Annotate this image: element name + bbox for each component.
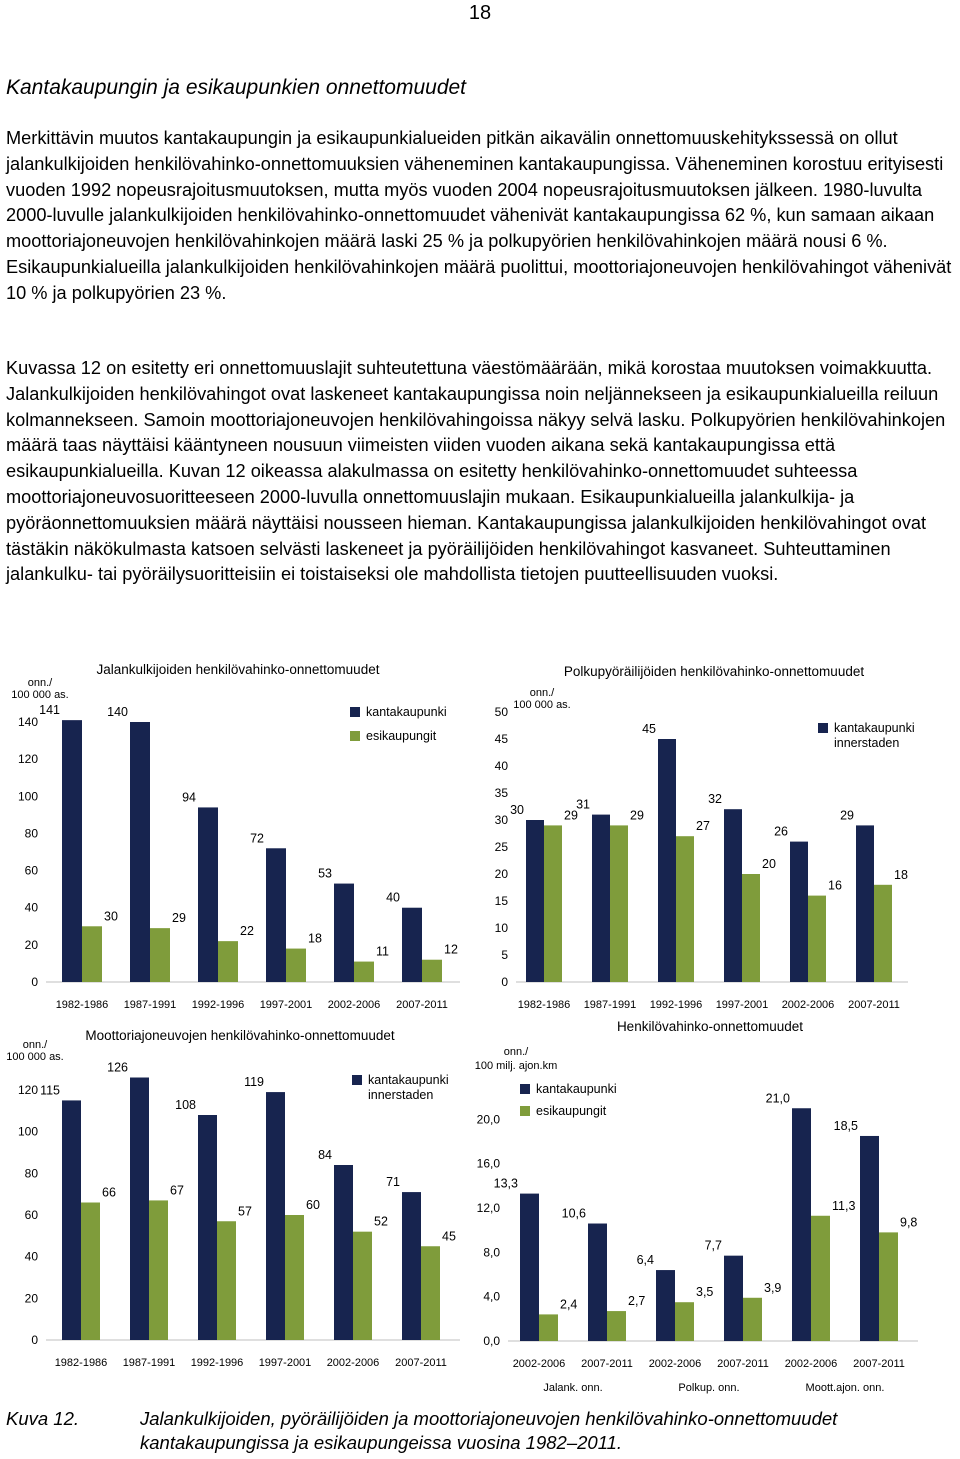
bar-green	[610, 825, 628, 982]
data-label: 10,6	[561, 1206, 586, 1221]
chart-cyclist-injuries	[478, 660, 958, 1011]
paragraph-1-block	[6, 126, 954, 307]
x-tick-label: 1997-2001	[258, 1357, 312, 1369]
data-label: 67	[170, 1183, 184, 1198]
x-tick-label: 2002-2006	[327, 999, 381, 1011]
bar-green	[81, 1203, 100, 1341]
bar-green	[217, 1221, 236, 1340]
chart-title: Jalankulkijoiden henkilövahinko-onnettomuudet	[96, 662, 380, 677]
y-axis-label: onn./	[503, 1046, 529, 1058]
legend-swatch	[520, 1084, 530, 1094]
bar-green	[353, 1232, 372, 1340]
x-tick-label: 1982-1986	[54, 1357, 108, 1369]
x-tick-label: 2002-2006	[781, 999, 835, 1011]
bar-dark	[790, 842, 808, 982]
data-label: 60	[306, 1198, 320, 1212]
chart-title: Moottoriajoneuvojen henkilövahinko-onnettomuudet	[85, 1028, 395, 1043]
bar-green	[879, 1232, 898, 1341]
bar-dark	[198, 1115, 217, 1340]
bar-green	[218, 941, 238, 982]
chart-svg	[0, 660, 470, 1011]
x-group-label: Jalank. onn.	[543, 1382, 603, 1394]
data-label: 20	[762, 857, 776, 871]
x-tick-label: 1987-1991	[583, 999, 637, 1011]
bar-dark	[130, 722, 150, 982]
bar-green	[811, 1216, 830, 1341]
data-label: 31	[576, 797, 590, 812]
legend-swatch	[352, 1075, 362, 1085]
y-axis-label: 100 000 as.	[6, 1051, 64, 1063]
y-axis-label: 100 milj. ajon.km	[474, 1060, 558, 1072]
data-label: 29	[172, 911, 186, 926]
data-label: 2,4	[560, 1297, 578, 1312]
paragraph-2-block	[6, 356, 954, 588]
bar-dark	[130, 1078, 149, 1341]
y-tick-label: 35	[494, 786, 508, 800]
legend-swatch	[818, 723, 828, 733]
data-label: 57	[238, 1204, 252, 1219]
bar-dark	[856, 825, 874, 982]
y-tick-label: 20	[494, 867, 508, 881]
bar-dark	[334, 884, 354, 982]
x-tick-label: 1987-1991	[122, 1357, 176, 1369]
y-axis-label: onn./	[529, 687, 555, 699]
data-label: 115	[40, 1083, 60, 1098]
chart-title: Polkupyöräilijöiden henkilövahinko-onnettomuudet	[563, 664, 865, 679]
bar-dark	[266, 848, 286, 982]
x-tick-label: 2007-2011	[853, 1358, 905, 1370]
bar-dark	[62, 1100, 81, 1340]
bar-dark	[724, 1256, 743, 1341]
bar-dark	[658, 739, 676, 982]
bar-dark	[860, 1136, 879, 1341]
y-tick-label: 60	[24, 863, 38, 878]
data-label: 140	[107, 705, 128, 719]
y-tick-label: 16,0	[476, 1156, 500, 1171]
bar-green	[607, 1311, 626, 1341]
bar-dark	[592, 815, 610, 982]
y-tick-label: 120	[17, 752, 38, 767]
y-tick-label: 80	[24, 826, 38, 841]
data-label: 126	[107, 1060, 128, 1075]
y-axis-label: 100 000 as.	[513, 699, 571, 711]
legend-label: kantakaupunki	[536, 1082, 617, 1096]
x-group-label: Moott.ajon. onn.	[805, 1382, 885, 1394]
data-label: 45	[442, 1229, 456, 1244]
x-tick-label: 2002-2006	[648, 1358, 702, 1370]
legend-swatch	[350, 731, 360, 741]
data-label: 94	[182, 790, 196, 805]
y-tick-label: 12,0	[476, 1201, 500, 1215]
y-tick-label: 0	[31, 1333, 38, 1347]
bar-dark	[402, 908, 422, 982]
x-group-label: Polkup. onn.	[678, 1382, 740, 1394]
bar-dark	[526, 820, 544, 982]
bar-dark	[588, 1224, 607, 1341]
y-tick-label: 0,0	[483, 1334, 500, 1348]
x-tick-label: 2007-2011	[717, 1358, 769, 1370]
bar-green	[285, 1215, 304, 1340]
y-tick-label: 20	[24, 937, 38, 952]
chart-pedestrian-injuries	[0, 660, 470, 1011]
x-tick-label: 2007-2011	[396, 999, 448, 1011]
section-heading: Kantakaupungin ja esikaupunkien onnettomuudet	[6, 76, 467, 99]
bar-green	[421, 1246, 440, 1340]
y-tick-label: 40	[494, 759, 508, 773]
x-tick-label: 1992-1996	[649, 999, 703, 1011]
bar-green	[539, 1314, 558, 1341]
y-axis-label: 100 000 as.	[11, 689, 69, 701]
data-label: 71	[386, 1175, 400, 1190]
bar-green	[150, 928, 170, 982]
y-tick-label: 60	[24, 1208, 38, 1222]
bar-dark	[62, 720, 82, 982]
data-label: 18	[308, 931, 322, 946]
bar-dark	[792, 1108, 811, 1341]
data-label: 84	[318, 1148, 332, 1162]
y-tick-label: 45	[494, 732, 508, 746]
data-label: 13,3	[493, 1176, 518, 1191]
bar-green	[149, 1200, 168, 1340]
data-label: 12	[444, 942, 458, 957]
data-label: 119	[244, 1075, 264, 1090]
chart-svg	[478, 660, 958, 1011]
paragraph-2: Kuvassa 12 on esitetty eri onnettomuuslajit suhteutettuna väestömäärään, mikä korostaa muutoksen voimakkuutta. Jalankulkijoiden henkilövahingot ovat laskeneet kantakaupungissa noin neljännekseen ja esikaupunkialueilla reiluun kolmannekseen. Samoin moottoriajoneuvojen henkilövahingoissa näkyy selvä lasku. Polkupyörien henkilövahinkojen määrä taas näyttäisi kääntyneen nousuun viimeisten viiden vuoden aikana sekä kantakaupungissa että esikaupunkialueilla. Kuvan 12 oikeassa alakulmassa on esitetty henkilövahinko-onnettomuudet suhteessa moottoriajoneuvosuoritteeseen 2000-luvulla onnettomuuslajin mukaan. Esikaupunkialueilla jalankulkija- ja pyöräonnettomuuksien määrä näyttäisi nousseen hieman. Kantakaupungissa jalankulkijoiden henkilövahingot ovat tästäkin näkökulmasta katsoen selvästi laskeneet ja pyöräilijöiden henkilövahingot kasvaneet. Suhteuttaminen jalankulku- tai pyöräilysuoritteisiin ei toistaiseksi ole mahdollista tietojen puutteellisuuden vuoksi.	[6, 358, 946, 585]
y-tick-label: 25	[494, 840, 508, 854]
data-label: 108	[175, 1098, 196, 1112]
data-label: 22	[240, 924, 254, 939]
y-tick-label: 0	[501, 975, 508, 989]
bar-green	[742, 874, 760, 982]
bar-dark	[266, 1092, 285, 1340]
page-number: 18	[468, 2, 492, 24]
data-label: 26	[774, 824, 788, 839]
data-label: 66	[102, 1185, 116, 1200]
y-tick-label: 100	[17, 1124, 38, 1139]
y-tick-label: 0	[31, 975, 38, 989]
data-label: 30	[510, 803, 524, 817]
figure-caption-label: Kuva 12.	[6, 1408, 80, 1429]
bar-dark	[198, 807, 218, 982]
bar-green	[82, 926, 102, 982]
data-label: 18,5	[833, 1118, 858, 1133]
legend-swatch	[350, 707, 360, 717]
x-tick-label: 1992-1996	[190, 1357, 244, 1369]
bar-green	[354, 962, 374, 982]
data-label: 9,8	[900, 1215, 918, 1230]
bar-green	[743, 1298, 762, 1341]
legend-swatch	[520, 1106, 530, 1116]
data-label: 7,7	[704, 1238, 722, 1253]
x-tick-label: 2002-2006	[512, 1358, 566, 1370]
data-label: 40	[386, 890, 400, 905]
data-label: 32	[708, 792, 722, 807]
y-tick-label: 40	[24, 1249, 38, 1264]
data-label: 29	[630, 808, 644, 823]
figure-caption-text: Jalankulkijoiden, pyöräilijöiden ja moottoriajoneuvojen henkilövahinko-onnettomuudet kantakaupungissa ja esikaupungeissa vuosina 1982–2011.	[140, 1408, 838, 1453]
x-tick-label: 1997-2001	[715, 999, 769, 1011]
legend-label: esikaupungit	[366, 729, 437, 743]
x-tick-label: 2002-2006	[784, 1358, 838, 1370]
data-label: 53	[318, 866, 332, 881]
bar-green	[544, 825, 562, 982]
x-tick-label: 1997-2001	[259, 999, 313, 1011]
x-tick-label: 2002-2006	[326, 1357, 380, 1369]
legend-label: esikaupungit	[536, 1104, 607, 1118]
data-label: 3,9	[764, 1280, 782, 1295]
y-tick-label: 140	[17, 715, 38, 729]
bar-dark	[334, 1165, 353, 1340]
y-tick-label: 8,0	[483, 1245, 500, 1260]
y-tick-label: 4,0	[483, 1289, 500, 1304]
bar-dark	[724, 809, 742, 982]
legend-label: kantakaupunki	[834, 721, 915, 735]
y-tick-label: 50	[494, 705, 508, 719]
x-tick-label: 2007-2011	[395, 1357, 447, 1369]
data-label: 30	[104, 909, 118, 924]
x-tick-label: 1982-1986	[517, 999, 571, 1011]
paragraph-1: Merkittävin muutos kantakaupungin ja esikaupunkialueiden pitkän aikavälin onnettomuuskehitykssessä on ollut jalankulkijoiden henkilövahinko-onnettomuuksien väheneminen kantakaupungissa. Väheneminen korostuu erityisesti vuoden 1992 nopeusrajoitusmuutoksen, mutta myös vuoden 2004 nopeusrajoitusmuutoksen jälkeen. 1980-luvulta 2000-luvulle jalankulkijoiden henkilövahinko-onnettomuudet vähenivät kantakaupungissa 62 %, kun samaan aikaan moottoriajoneuvojen henkilövahinkojen määrä laski 25 % ja polkupyörien henkilövahinkojen määrä nousi 6 %. Esikaupunkialueilla jalankulkijoiden henkilövahinkojen määrä puolittui, moottoriajoneuvojen henkilövahingot vähenivät 10 % ja polkupyörien 23 %.	[6, 128, 952, 303]
y-tick-label: 20	[24, 1291, 38, 1306]
legend-label: innerstaden	[368, 1088, 434, 1102]
chart-motor-vehicle-injuries	[0, 1020, 470, 1369]
data-label: 6,4	[636, 1253, 654, 1268]
legend-label: kantakaupunki	[368, 1073, 449, 1087]
y-tick-label: 120	[17, 1083, 38, 1097]
y-tick-label: 100	[17, 789, 38, 804]
y-tick-label: 30	[494, 813, 508, 827]
y-axis-label: onn./	[27, 677, 53, 689]
legend-label: innerstaden	[834, 736, 900, 750]
data-label: 27	[696, 819, 710, 834]
x-tick-label: 1982-1986	[55, 999, 109, 1011]
data-label: 18	[894, 867, 908, 882]
data-label: 21,0	[765, 1091, 790, 1106]
x-tick-label: 1992-1996	[191, 999, 245, 1011]
data-label: 11,3	[832, 1198, 856, 1213]
y-tick-label: 10	[494, 921, 508, 935]
bar-dark	[402, 1192, 421, 1340]
chart-title: Henkilövahinko-onnettomuudet	[616, 1019, 804, 1034]
data-label: 11	[376, 944, 389, 959]
data-label: 45	[642, 722, 656, 736]
data-label: 2,7	[628, 1294, 646, 1309]
chart-svg	[474, 1015, 958, 1394]
bar-dark	[520, 1194, 539, 1341]
bar-green	[286, 949, 306, 982]
bar-green	[422, 960, 442, 982]
bar-dark	[656, 1270, 675, 1341]
bar-green	[675, 1302, 694, 1341]
y-tick-label: 5	[501, 948, 508, 962]
y-axis-label: onn./	[22, 1039, 48, 1051]
data-label: 29	[840, 808, 854, 823]
y-tick-label: 15	[494, 894, 508, 908]
data-label: 52	[374, 1214, 388, 1229]
data-label: 3,5	[696, 1285, 714, 1300]
x-tick-label: 1987-1991	[123, 999, 177, 1011]
legend-label: kantakaupunki	[366, 705, 447, 719]
bar-green	[808, 896, 826, 982]
data-label: 72	[250, 831, 264, 846]
bar-green	[676, 836, 694, 982]
data-label: 16	[828, 878, 842, 893]
chart-svg	[0, 1020, 470, 1369]
data-label: 141	[39, 703, 60, 718]
x-tick-label: 2007-2011	[848, 999, 900, 1011]
data-label: 29	[564, 808, 578, 823]
chart-injury-per-vehicle-km	[474, 1015, 958, 1394]
y-tick-label: 40	[24, 900, 38, 915]
y-tick-label: 20,0	[476, 1112, 500, 1127]
x-tick-label: 2007-2011	[581, 1358, 633, 1370]
bar-green	[874, 885, 892, 982]
y-tick-label: 80	[24, 1166, 38, 1181]
